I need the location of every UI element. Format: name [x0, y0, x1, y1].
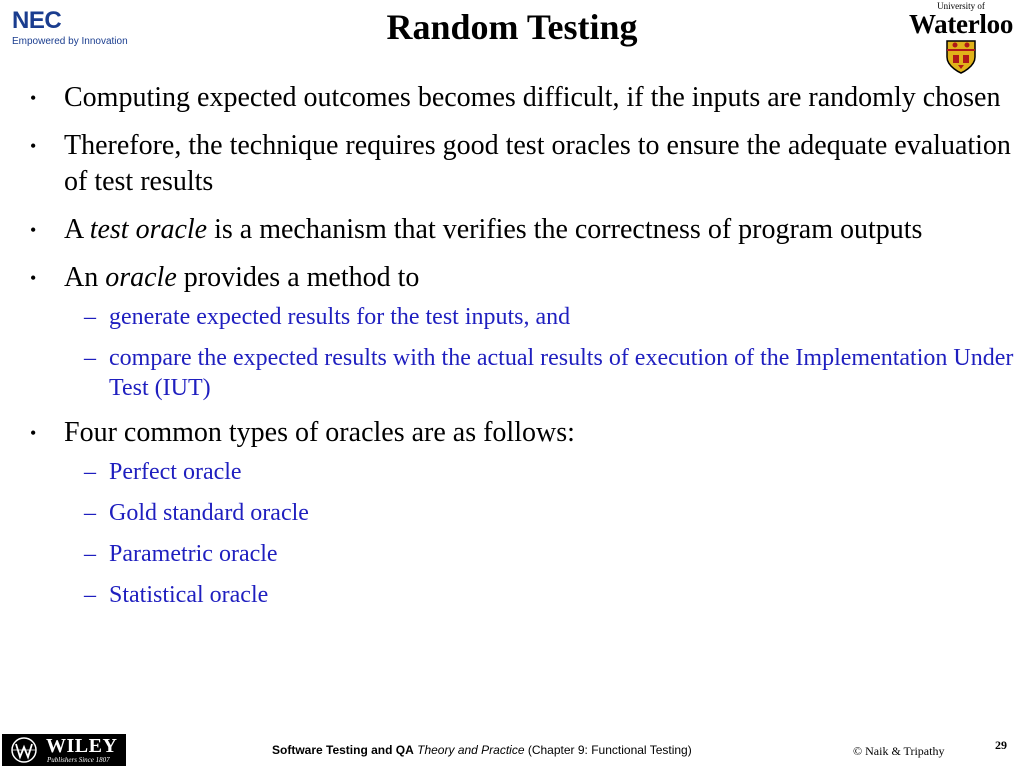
- footer-chapter: (Chapter 9: Functional Testing): [524, 743, 692, 757]
- waterloo-crest-icon: [945, 39, 977, 75]
- sub-bullet-marker: –: [84, 582, 96, 608]
- wiley-logo-tagline: Publishers Since 1807: [47, 756, 110, 764]
- bullet-text-emphasis: test oracle: [89, 214, 208, 245]
- sub-bullet-list: [64, 302, 1015, 403]
- sub-bullet-item: [64, 302, 1015, 332]
- sub-bullet-marker: –: [84, 541, 96, 567]
- bullet-text-emphasis: oracle: [105, 262, 177, 293]
- bullet-text-segment: is a mechanism that verifies the correctness of program outputs: [207, 214, 923, 245]
- bullet-text-segment: provides a method to: [176, 262, 420, 293]
- bullet-text: [64, 417, 575, 448]
- bullet-text: [64, 262, 419, 293]
- waterloo-logo-small: University of: [937, 1, 985, 11]
- sub-bullet-item: [64, 498, 1015, 528]
- sub-bullet-text: compare the expected results with the actual results of execution of the Implementation Under Test (IUT): [109, 345, 1014, 401]
- bullet-text-segment: Four common types of oracles are as follows:: [64, 417, 575, 448]
- nec-logo-tagline: Empowered by Innovation: [12, 36, 128, 47]
- bullet-text-segment: Computing expected outcomes becomes difficult, if the inputs are randomly chosen: [64, 82, 1001, 113]
- sub-bullet-text: Perfect oracle: [109, 459, 242, 485]
- sub-bullet-list: [64, 457, 1015, 610]
- sub-bullet-text: Parametric oracle: [109, 541, 278, 567]
- sub-bullet-marker: –: [84, 304, 96, 330]
- footer-book-subtitle: Theory and Practice: [413, 743, 525, 757]
- footer-book-info: [272, 743, 692, 757]
- bullet-marker: •: [30, 136, 37, 156]
- bullet-item: [30, 80, 1015, 116]
- slide-title: Random Testing: [386, 7, 638, 47]
- bullet-item: [30, 128, 1015, 200]
- wiley-emblem-icon: [7, 735, 41, 765]
- sub-bullet-item: [64, 580, 1015, 610]
- footer-copyright: © Naik & Tripathy: [853, 744, 945, 758]
- bullet-marker: •: [30, 220, 37, 240]
- sub-bullet-marker: –: [84, 459, 96, 485]
- bullet-marker: •: [30, 268, 37, 288]
- page-number: 29: [995, 738, 1007, 752]
- bullet-item: [30, 415, 1015, 610]
- bullet-text-segment: Therefore, the technique requires good test oracles to ensure the adequate evaluation of test results: [64, 130, 1011, 197]
- bullet-text: [64, 82, 1000, 113]
- sub-bullet-item: [64, 457, 1015, 487]
- sub-bullet-item: [64, 343, 1015, 403]
- sub-bullet-text: Statistical oracle: [109, 582, 269, 608]
- bullet-item: [30, 212, 1015, 248]
- bullet-text-segment: An: [64, 262, 106, 293]
- bullet-text: [64, 130, 1011, 197]
- sub-bullet-item: [64, 539, 1015, 569]
- sub-bullet-text: generate expected results for the test inputs, and: [109, 304, 571, 330]
- bullet-marker: •: [30, 88, 37, 108]
- footer-book-title: Software Testing and QA: [272, 743, 414, 757]
- slide-footer: [0, 728, 1024, 768]
- waterloo-logo: [900, 2, 1022, 75]
- sub-bullet-marker: –: [84, 500, 96, 526]
- waterloo-logo-name: Waterloo: [908, 9, 1014, 39]
- nec-logo-mark: NEC: [12, 7, 62, 34]
- slide-content: [30, 80, 1015, 622]
- bullet-marker: •: [30, 423, 37, 443]
- wiley-logo: [2, 734, 126, 766]
- bullet-text: [64, 214, 922, 245]
- sub-bullet-text: Gold standard oracle: [109, 500, 309, 526]
- wiley-logo-name: WILEY: [46, 735, 118, 757]
- bullet-item: [30, 260, 1015, 403]
- bullet-text-segment: A: [64, 214, 90, 245]
- sub-bullet-marker: –: [84, 345, 96, 371]
